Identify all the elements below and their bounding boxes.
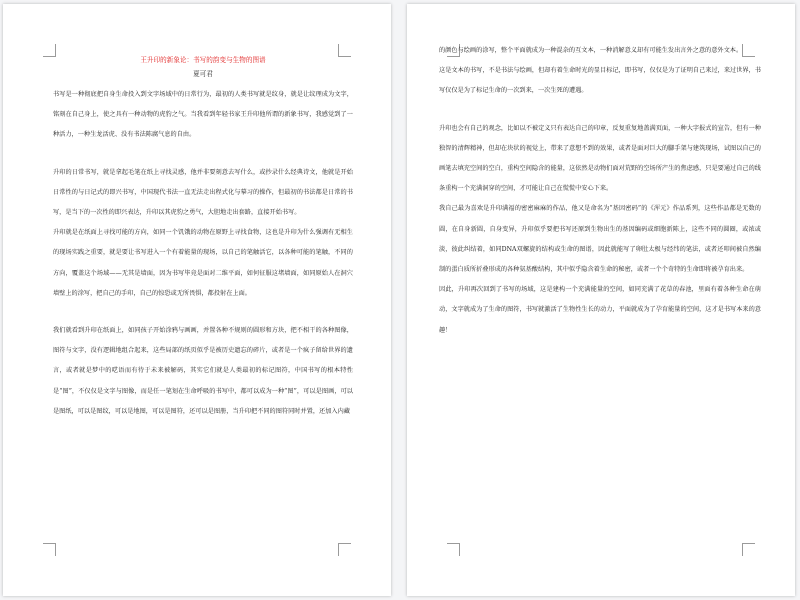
page-content — [53, 46, 353, 422]
paragraph: 我们就看到升印在纸面上，如同孩子开始涂鸦与画画，并置各种不规则的圆形和方块，把不相干的各种图像，图符与文字，没有逻辑地组合起来，这些局部的纸页似乎是被历史遗忘的碎片，或者是一个疯子留给世界的遗言，或者就是梦中的呓语而有待于未来被解码，其实它们就是人类最初的标记图符，中国书写的根本特性是“图”，不仅仅是文字与图像，而是任一笔划在生命呼吸的书写中，都可以成为一种“图”，可以是图画，可以是图纸，可以是图纹，可以是地图，可以是图符，还可以是图册，当升印把不同的图符同时并置，还加入内藏 — [53, 327, 353, 415]
crop-mark-bottom-right — [742, 543, 755, 556]
paragraph: 因此，升印再次回到了书写的场域，这是建构一个充满能量的空间，如同充满了花草的春池，里面有着各种生命在萌动，文字就成为了生命的图符，书写就激活了生物性生长的动力，平面就成为了孕育能量的空间，这才是书写本来的意趣！ — [439, 286, 761, 334]
paragraph: 升印就是在纸面上寻找可能的方向，如同一个饥饿的动物在原野上寻找食物，这也是升印为什么强调有无相生的现场实践之重要，就是要让书写进入一个有着能量的现场，以自己的笔触活它，以各种可能的笔触，不同的方向，覆盖这个场域——无其是墙面，因为书写毕竟是面对二维平面，如何征服这堵墙面，如同原始人在洞穴墙壁上的涂写，把自己的手印，自己的惊恐或无所畏惧，都投射在上面。 — [53, 229, 353, 297]
crop-mark-bottom-right — [338, 543, 351, 556]
paragraph: 这是文本的书写，不是书法与绘画，但却有着生命时光的显目标记，即书写，仅仅是为了证明自己来过，来过世界，书写仅仅是为了标记生命的一次到来，一次生死的遭遇。 — [439, 67, 761, 95]
paragraph: 升印的日常书写，就是拿起毛笔在纸上寻找灵感，他并非要刻意去写什么，或抄录什么经典诗文，他就是开始日常性的与日记式的即兴书写，中国现代书法一直无法走出程式化与摹习的操作，但最初的书法都是日常的书写，是当下的一次性的即兴表达，升印以其虎豹之勇气，大胆地走出套路，直接开始书写。 — [53, 168, 353, 217]
paragraph: 升印也会有自己的观念，比如以不被定义只有表达自己的印章，反复重复地盖满页面，一种大字报式的宣告，但有一种独智的清辉精神，但却在块状的视觉上，带来了意想不到的效果，或者是面对巨大的腳手架与建筑现场，试图以自己的画笔去填充空间的空白，重构空间隐含的能量，这依然是动物们面对荒野的空场所产生的焦虑感，只是要通过自己的线条重构一个充满洞穿的空间，才可能让自己在慌慌中安心下来。 — [439, 124, 761, 193]
document-author: 夏可君 — [193, 70, 213, 78]
crop-mark-bottom-left — [43, 543, 56, 556]
page-content — [439, 41, 761, 341]
crop-mark-bottom-left — [447, 543, 460, 556]
document-title: 王升印的新象论：书写的韵变与生物的图谱 — [140, 56, 266, 64]
paragraph: 的颜色与绘画的涂写，整个平面就成为一种混杂的互文本，一种消解意义却有可能生发出言外之意的意外文本。 — [439, 47, 743, 54]
document-page-right — [407, 4, 795, 596]
paragraph: 我自己最为喜欢是升印满福的密密麻麻的作品，他又是命名为“基因密码”的《浑元》作品系列，这些作品都是无数的圆，在自身新圆，自身变异，升印似乎要把书写还原到生物出生的基因编码或细胞新陈上，这些不同的圆圈，或浓或淡，彼此纠结着，如同DNA双螺旋的结构或生命的图谱，因此就能写了卵肚太极与经纬的笔法，或者还叩间被自然编制的蛋白质所折叠形成的各种氨基酸结构，其中似乎隐含着生命的秘密，或者一个个奇特的生命即将被孕育出来。 — [439, 205, 761, 274]
paragraph: 书写是一种彻底把自身生命投入到文字场域中的日常行为，最初的人类书写就是纹身，就是让纹理成为文字，铭刻在自己身上，使之具有一种动物的虎豹之气。当我看到年轻书家王升印他所谓的新象书写，我感觉到了一种活力，一种生龙活虎、没有书法陈腐气息的自由。 — [53, 91, 353, 139]
document-page-left — [3, 4, 391, 596]
